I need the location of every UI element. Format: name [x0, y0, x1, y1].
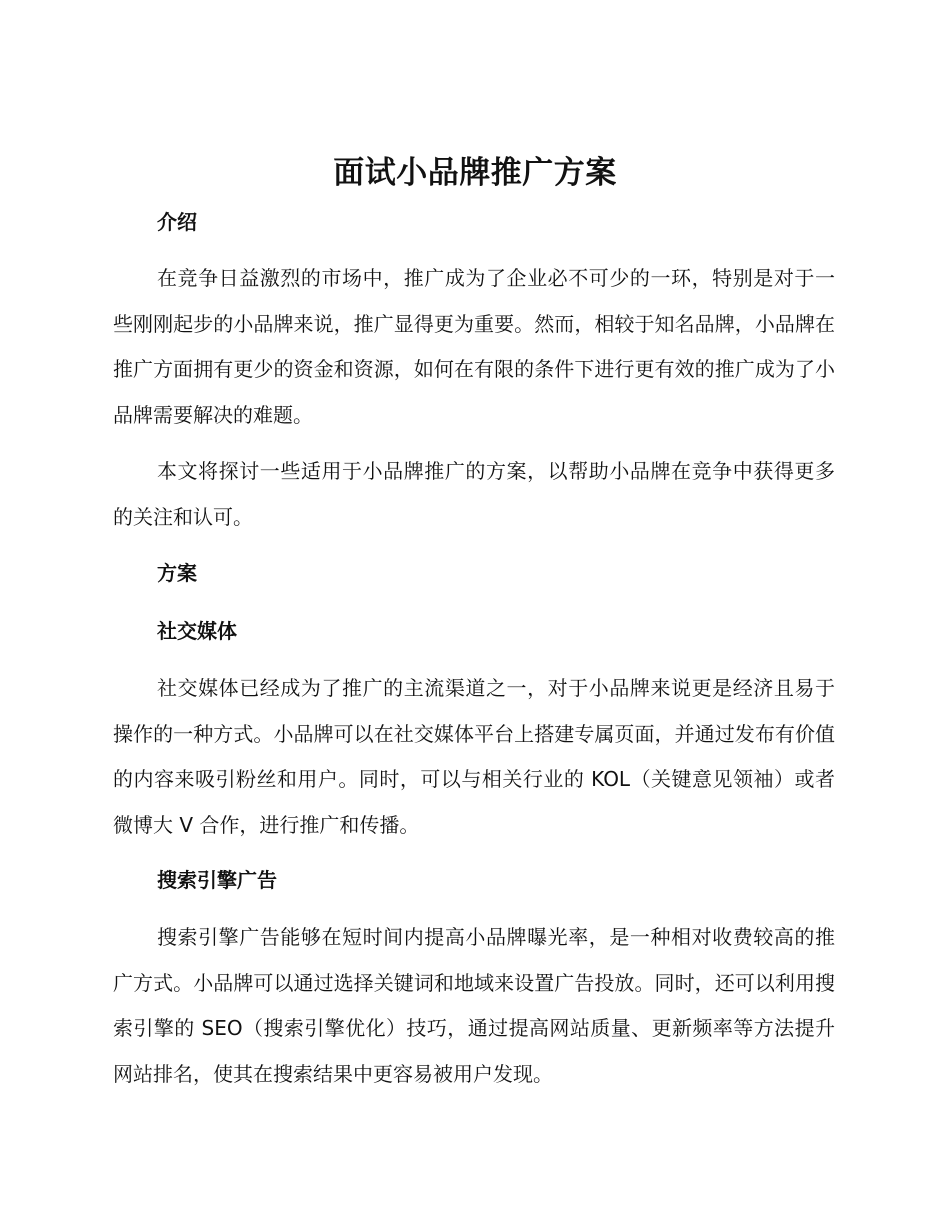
section-heading-social-media: 社交媒体 [157, 619, 237, 643]
section-heading-search-ads: 搜索引擎广告 [157, 868, 277, 892]
social-media-paragraph: 社交媒体已经成为了推广的主流渠道之一，对于小品牌来说更是经济且易于操作的一种方式。小品牌可以在社交媒体平台上搭建专属页面，并通过发布有价值的内容来吸引粉丝和用户。同时，可以与相关行业的 KOL（关键意见领袖）或者微博大 V 合作，进行推广和传播。 [113, 676, 835, 837]
section-heading-plan: 方案 [157, 561, 197, 585]
intro-paragraph-2: 本文将探讨一些适用于小品牌推广的方案，以帮助小品牌在竞争中获得更多的关注和认可。 [113, 459, 835, 529]
search-ads-paragraph: 搜索引擎广告能够在短时间内提高小品牌曝光率，是一种相对收费较高的推广方式。小品牌可以通过选择关键词和地域来设置广告投放。同时，还可以利用搜索引擎的 SEO（搜索引擎优化）技巧，通过提高网站质量、更新频率等方法提升网站排名，使其在搜索结果中更容易被用户发现。 [113, 925, 835, 1086]
section-heading-intro: 介绍 [157, 210, 197, 234]
document-title: 面试小品牌推广方案 [333, 155, 617, 191]
intro-paragraph-1: 在竞争日益激烈的市场中，推广成为了企业必不可少的一环，特别是对于一些刚刚起步的小品牌来说，推广显得更为重要。然而，相较于知名品牌，小品牌在推广方面拥有更少的资金和资源，如何在有限的条件下进行更有效的推广成为了小品牌需要解决的难题。 [113, 266, 835, 427]
